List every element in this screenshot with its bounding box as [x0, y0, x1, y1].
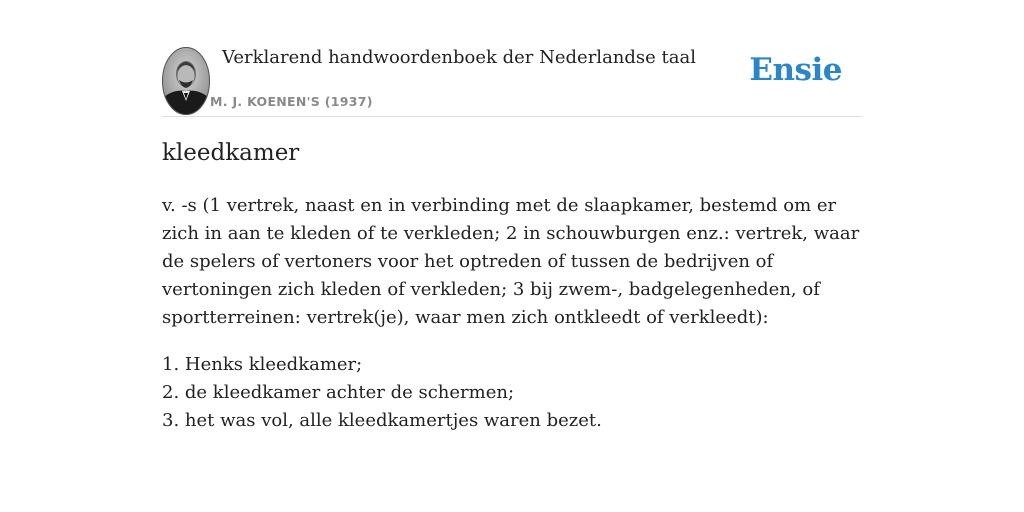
entry-definition: v. -s (1 vertrek, naast en in verbinding met de slaapkamer, bestemd om er zich in aan te kleden of te verkleden; 2 in schouwburgen enz.: vertrek, waar de spelers of vertoners voor het optreden of tussen de bedrijven of vertoningen zich kleden of verkleden; 3 bij zwem-, badgelegenheden, of sportterreinen: vertrek(je), waar men zich ontkleedt of verkleedt): — [162, 195, 860, 328]
book-title: Verklarend handwoordenboek der Nederlandse taal — [222, 47, 696, 68]
entry-headword: kleedkamer — [162, 140, 300, 166]
example-item: 2. de kleedkamer achter de schermen; — [162, 382, 515, 403]
header — [162, 40, 862, 117]
author-byline: M. J. KOENEN'S (1937) — [210, 94, 373, 109]
author-portrait — [162, 47, 210, 115]
brand-logo-link[interactable]: Ensie — [749, 52, 842, 88]
example-list — [162, 351, 862, 435]
example-item: 3. het was vol, alle kleedkamertjes waren bezet. — [162, 410, 602, 431]
example-item: 1. Henks kleedkamer; — [162, 354, 363, 375]
